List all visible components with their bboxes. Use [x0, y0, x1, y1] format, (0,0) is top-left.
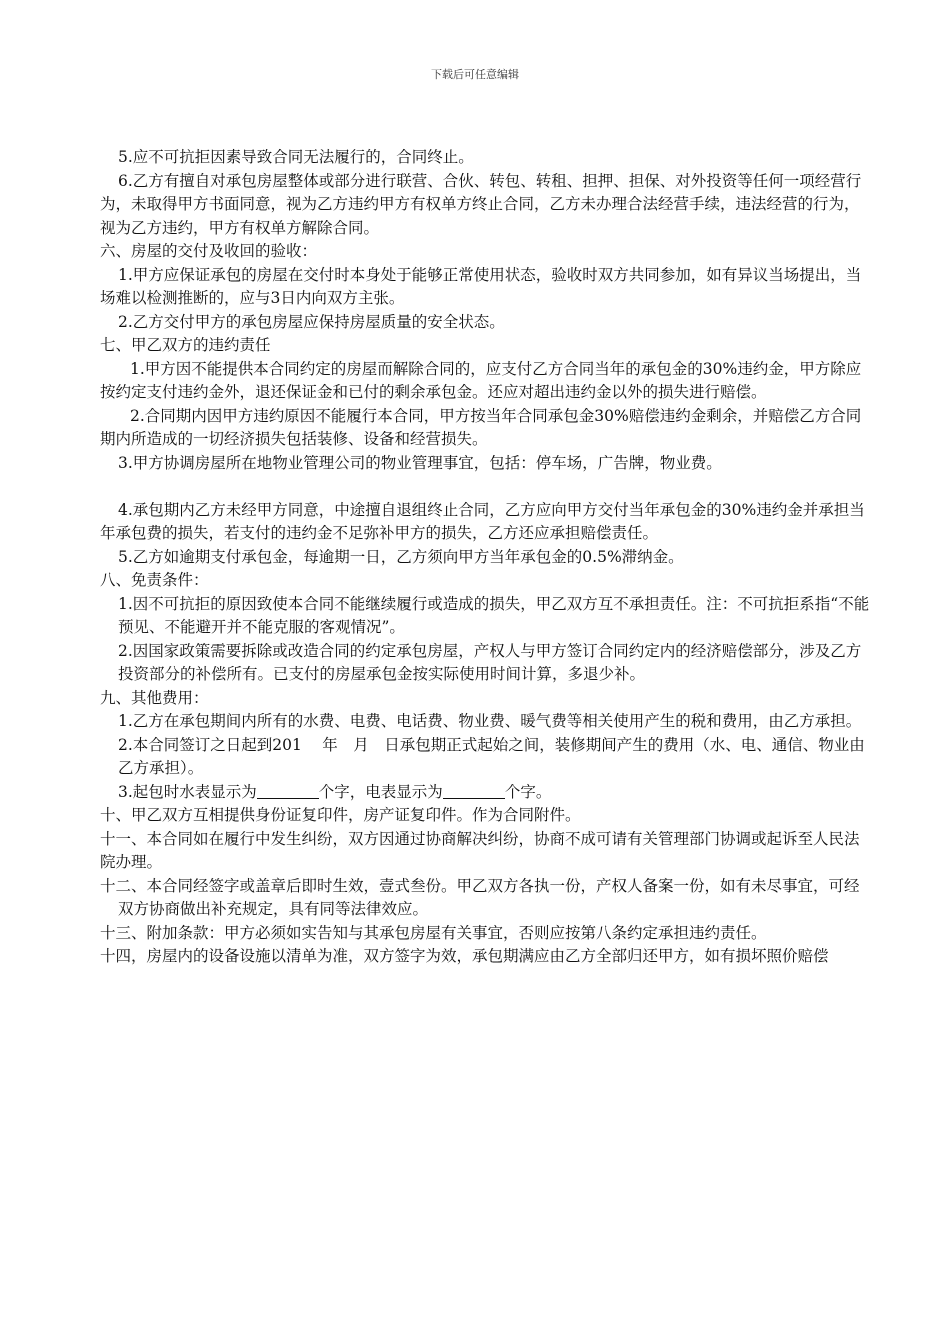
section-8-item-2: 2.因国家政策需要拆除或改造合同的约定承包房屋，产权人与甲方签订合同约定内的经济赔偿部分，涉及乙方投资部分的补偿所有。已支付的房屋承包金按实际使用时间计算，多退少补。 [118, 641, 862, 683]
section-9-heading: 九、其他费用： [100, 688, 209, 707]
section-9-item-2: 2.本合同签订之日起到201 年 月 日承包期正式起始之间，装修期间产生的费用（水、电、通信、物业由乙方承担）。 [118, 735, 865, 777]
section-14: 十四，房屋内的设备设施以清单为准，双方签字为效，承包期满应由乙方全部归还甲方，如有损坏照价赔偿 [100, 947, 829, 965]
section-7-item-2: 2.合同期内因甲方违约原因不能履行本合同，甲方按当年合同承包金30%赔偿违约金剩余，并赔偿乙方合同期内所造成的一切经济损失包括装修、设备和经营损失。 [100, 406, 862, 448]
section-11: 十一、本合同如在履行中发生纠纷，双方因通过协商解决纠纷，协商不成可请有关管理部门协调或起诉至人民法院办理。 [100, 829, 860, 871]
section-12: 十二、本合同经签字或盖章后即时生效，壹式叁份。甲乙双方各执一份，产权人备案一份，如有未尽事宜，可经双方协商做出补充规定，具有同等法律效应。 [100, 876, 860, 918]
section-7-item-4: 4.承包期内乙方未经甲方同意，中途擅自退组终止合同，乙方应向甲方交付当年承包金的30%违约金并承担当年承包费的损失，若支付的违约金不足弥补甲方的损失，乙方还应承担赔偿责任。 [100, 500, 865, 542]
page-header: 下载后可任意编辑 [431, 68, 519, 81]
section-9-item-1: 1.乙方在承包期间内所有的水费、电费、电话费、物业费、暖气费等相关使用产生的税和费用，由乙方承担。 [118, 712, 862, 730]
meter-text-after: 个字。 [504, 782, 552, 801]
section-9-item-3 [100, 781, 870, 805]
water-meter-blank[interactable] [257, 782, 319, 799]
meter-text-before: 3.起包时水表显示为 [118, 782, 257, 801]
blank-line [100, 475, 870, 499]
electric-meter-blank[interactable] [443, 782, 505, 799]
section-7-item-1: 1.甲方因不能提供本合同约定的房屋而解除合同的，应支付乙方合同当年的承包金的30%违约金，甲方除应按约定支付违约金外，退还保证金和已付的剩余承包金。还应对超出违约金以外的损失进行赔偿。 [100, 359, 862, 401]
section-8-heading: 八、免责条件： [100, 571, 209, 589]
section-13: 十三、附加条款：甲方必须如实告知与其承包房屋有关事宜，否则应按第八条约定承担违约责任。 [100, 923, 767, 942]
contract-body [100, 146, 870, 969]
section-6-item-1: 1.甲方应保证承包的房屋在交付时本身处于能够正常使用状态，验收时双方共同参加，如有异议当场提出，当场难以检测推断的，应与3日内向双方主张。 [100, 265, 862, 307]
clause-5-force-majeure: 5.应不可抗拒因素导致合同无法履行的，合同终止。 [118, 148, 474, 166]
section-7-heading: 七、甲乙双方的违约责任 [100, 336, 271, 354]
section-6-item-2: 2.乙方交付甲方的承包房屋应保持房屋质量的安全状态。 [118, 312, 505, 331]
section-8-item-1: 1.因不可抗拒的原因致使本合同不能继续履行或造成的损失，甲乙双方互不承担责任。注：不可抗拒系指“不能预见、不能避开并不能克服的客观情况”。 [118, 594, 870, 636]
meter-text-middle: 个字，电表显示为 [318, 782, 443, 801]
section-7-item-5: 5.乙方如逾期支付承包金，每逾期一日，乙方须向甲方当年承包金的0.5%滞纳金。 [118, 547, 684, 566]
section-6-heading: 六、房屋的交付及收回的验收： [100, 242, 318, 260]
section-10: 十、甲乙双方互相提供身份证复印件，房产证复印件。作为合同附件。 [100, 806, 581, 824]
clause-6-subcontract: 6.乙方有擅自对承包房屋整体或部分进行联营、合伙、转包、转租、担押、担保、对外投资等任何一项经营行为，未取得甲方书面同意，视为乙方违约甲方有权单方终止合同，乙方未办理合法经营手续，违法经营的行为，视为乙方违约，甲方有权单方解除合同。 [100, 171, 862, 237]
section-7-item-3: 3.甲方协调房屋所在地物业管理公司的物业管理事宜，包括：停车场，广告牌，物业费。 [118, 453, 722, 472]
